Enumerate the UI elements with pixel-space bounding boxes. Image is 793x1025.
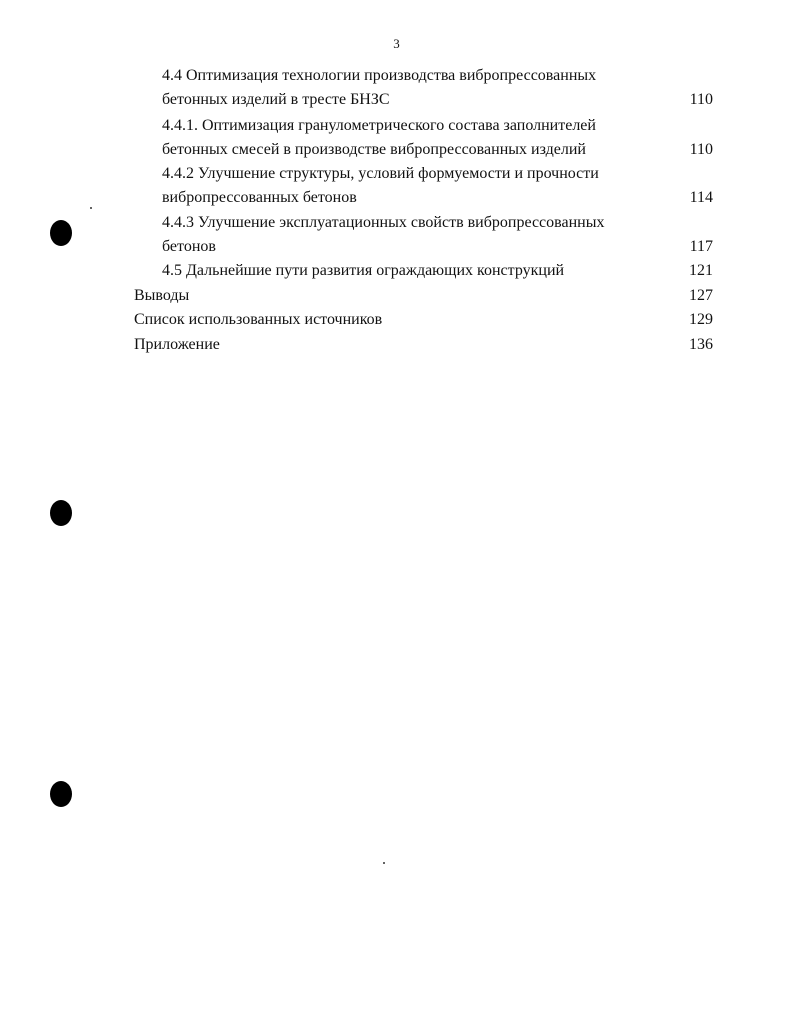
toc-entry-line: вибропрессованных бетонов (162, 189, 357, 206)
toc-page-number: 110 (689, 141, 713, 158)
toc-entry-line: 4.4.1. Оптимизация гранулометрического состава заполнителей (162, 117, 596, 134)
toc-entry-line: Список использованных источников (134, 311, 383, 328)
toc-entry-line: Приложение (134, 336, 220, 353)
scan-speck (383, 862, 385, 864)
toc-entry-line: бетонных смесей в производстве вибропрессованных изделий (162, 141, 586, 158)
toc-page-number: 127 (689, 287, 713, 304)
toc-entry-line: бетонов (162, 238, 216, 255)
scan-speck (90, 207, 92, 209)
page-number: 3 (393, 36, 400, 51)
toc-entry-line: 4.4.3 Улучшение эксплуатационных свойств вибропрессованных (162, 214, 605, 231)
toc-page-number: 121 (689, 262, 713, 279)
punch-hole (50, 220, 72, 246)
punch-hole (50, 781, 72, 807)
toc-entry-line: 4.4 Оптимизация технологии производства вибропрессованных (162, 67, 597, 84)
toc-entry-line: бетонных изделий в тресте БНЗС (162, 91, 390, 108)
toc-entry-line: Выводы (134, 287, 190, 304)
toc-entry-line: 4.5 Дальнейшие пути развития ограждающих конструкций (162, 262, 565, 279)
toc-page-number: 114 (689, 189, 713, 206)
toc-page-number: 136 (689, 336, 713, 353)
toc-entry-line: 4.4.2 Улучшение структуры, условий формуемости и прочности (162, 165, 599, 182)
toc-page-number: 129 (689, 311, 713, 328)
toc-page-number: 110 (689, 91, 713, 108)
toc-page-number: 117 (689, 238, 713, 255)
punch-hole (50, 500, 72, 526)
